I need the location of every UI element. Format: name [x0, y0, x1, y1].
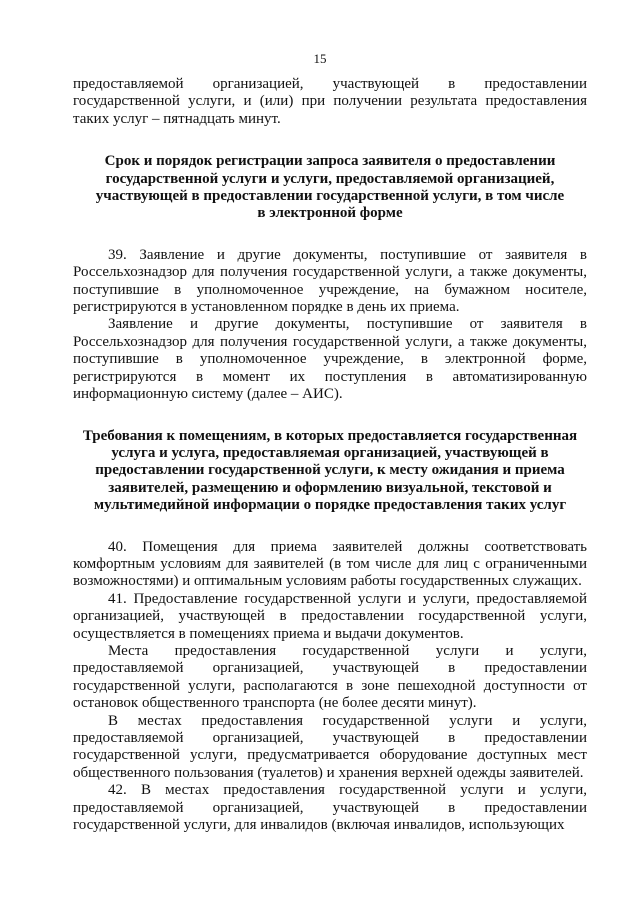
paragraph-41-location: Места предоставления государственной услуги и услуги, предоставляемой организацией, участвующей в предоставлении государственной услуги, располагаются в зоне пешеходной доступности от остановок общественного транспорта (не более десяти минут).	[73, 642, 587, 712]
paragraph-39: 39. Заявление и другие документы, поступившие от заявителя в Россельхознадзор для получения государственной услуги, а также документы, поступившие в уполномоченное учреждение, на бумажном носителе, регистрируются в установленном порядке в день их приема.	[73, 246, 587, 316]
document-body	[73, 76, 587, 834]
paragraph-41-facilities: В местах предоставления государственной услуги и услуги, предоставляемой организацией, участвующей в предоставлении государственной услуги, предусматривается оборудование доступных мест общественного пользования (туалетов) и хранения верхней одежды заявителей.	[73, 712, 587, 781]
paragraph-41: 41. Предоставление государственной услуги и услуги, предоставляемой организацией, участвующей в предоставлении государственной услуги, осуществляется в помещениях приема и выдачи документов.	[73, 590, 587, 642]
paragraph-continuation: предоставляемой организацией, участвующей в предоставлении государственной услуги, и (или) при получении результата предоставления таких услуг – пятнадцать минут.	[73, 76, 587, 127]
section-heading-registration: Срок и порядок регистрации запроса заявителя о предоставлении государственной услуги и услуги, предоставляемой организацией, участвующей в предоставлении государственной услуги, в том числе в электронной форме	[95, 153, 565, 222]
paragraph-42: 42. В местах предоставления государственной услуги и услуги, предоставляемой организацией, участвующей в предоставлении государственной услуги, для инвалидов (включая инвалидов, использующих	[73, 782, 587, 834]
paragraph-39-electronic: Заявление и другие документы, поступившие от заявителя в Россельхознадзор для получения государственной услуги, а также документы, поступившие в уполномоченное учреждение, в электронной форме, регистрируются в момент их поступления в автоматизированную информационную систему (далее – АИС).	[73, 316, 587, 403]
page-number: 15	[313, 51, 327, 66]
paragraph-40: 40. Помещения для приема заявителей должны соответствовать комфортным условиям для заявителей (в том числе для лиц с ограниченными возможностями) и оптимальным условиям работы государственных служащих.	[73, 538, 587, 590]
section-heading-premises: Требования к помещениям, в которых предоставляется государственная услуга и услуга, предоставляемая организацией, участвующей в предоставлении государственной услуги, к месту ожидания и приема заявителей, размещению и оформлению визуальной, текстовой и мультимедийной информации о порядке предоставления таких услуг	[82, 427, 578, 514]
